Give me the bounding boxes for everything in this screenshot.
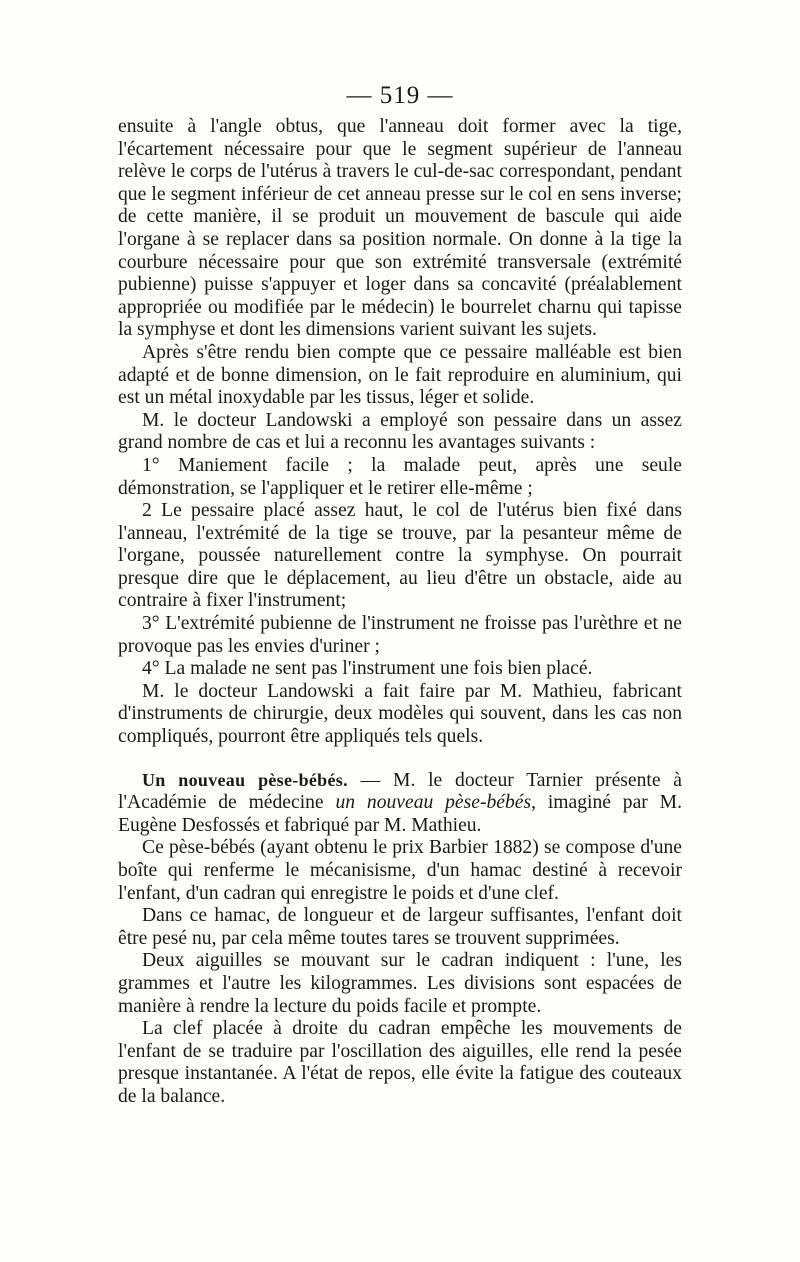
paragraph-models: M. le docteur Landowski a fait faire par M. Mathieu, fabricant d'instruments de chirurgie, deux modèles qui souvent, dans les cas non compliqués, pourront être appliqués tels quels. [118, 680, 682, 748]
paragraph-advantages-intro: M. le docteur Landowski a employé son pessaire dans un assez grand nombre de cas et lui a reconnu les avantages suivants : [118, 409, 682, 454]
section-intro-text-b: , imaginé par M. Eugène Desfossés et fabriqué par M. Mathieu. [118, 792, 682, 836]
body-text [118, 116, 682, 1109]
paragraph-clef: La clef placée à droite du cadran empêche les mouvements de l'enfant de se traduire par l'oscillation des aiguilles, elle rend la pesée presque instantanée. A l'état de repos, elle évite la fatigue des couteaux de la balance. [118, 1018, 682, 1107]
advantage-3: 3° L'extrémité pubienne de l'instrument ne froisse pas l'urèthre et ne provoque pas les envies d'uriner ; [118, 613, 682, 657]
advantage-1: 1° Maniement facile ; la malade peut, après une seule démonstration, se l'appliquer et le retirer elle-même ; [118, 454, 682, 499]
section-intro-text-a: — M. le docteur Tarnier présente à l'Académie de médecine [118, 769, 682, 814]
paragraph-aiguilles: Deux aiguilles se mouvant sur le cadran indiquent : l'une, les grammes et l'autre les kilogrammes. Les divisions sont espacées de manière à rendre la lecture du poids facile et prompte. [118, 950, 682, 1017]
section-intro-italic: un nouveau pèse-bébés [335, 792, 532, 814]
paragraph-description: Ce pèse-bébés (ayant obtenu le prix Barbier 1882) se compose d'une boîte qui renferme le mécanisisme, d'un hamac destiné à recevoir l'enfant, d'un cadran qui enregistre le poids et d'une clef. [118, 837, 682, 904]
paragraph-hamac: Dans ce hamac, de longueur et de largeur suffisantes, l'enfant doit être pesé nu, par cela même toutes tares se trouvent supprimées. [118, 905, 682, 949]
section-pese-bebes-intro [118, 769, 682, 838]
paragraph-aluminium: Après s'être rendu bien compte que ce pessaire malléable est bien adapté et de bonne dimension, on le fait reproduire en aluminium, qui est un métal inoxydable par les tissus, léger et solide. [118, 341, 682, 409]
section-title: Un nouveau pèse-bébés. [142, 769, 348, 790]
advantage-2: 2 Le pessaire placé assez haut, le col de l'utérus bien fixé dans l'anneau, l'extrémité de la tige se trouve, par la pesanteur même de l'organe, poussée naturellement contre la symphyse. On pourrait presque dire que le déplacement, au lieu d'être un obstacle, aide au contraire à fixer l'instrument; [118, 500, 682, 612]
advantage-4: 4° La malade ne sent pas l'instrument une fois bien placé. [142, 658, 593, 680]
paragraph-continuation: ensuite à l'angle obtus, que l'anneau doit former avec la tige, l'écartement nécessaire pour que le segment supérieur de l'anneau relève le corps de l'utérus à travers le cul-de-sac correspondant, pendant que le segment inférieur de cet anneau presse sur le col en sens inverse; de cette manière, il se produit un mouvement de bascule qui aide l'organe à se replacer dans sa position normale. On donne à la tige la courbure nécessaire pour que son extrémité transversale (extrémité pubienne) puisse s'appuyer et loger dans sa concavité (préalablement appropriée ou modifiée par le médecin) le bourrelet charnu qui tapisse la symphyse et dont les dimensions varient suivant les sujets. [118, 116, 682, 341]
page-number: — 519 — [346, 82, 454, 109]
